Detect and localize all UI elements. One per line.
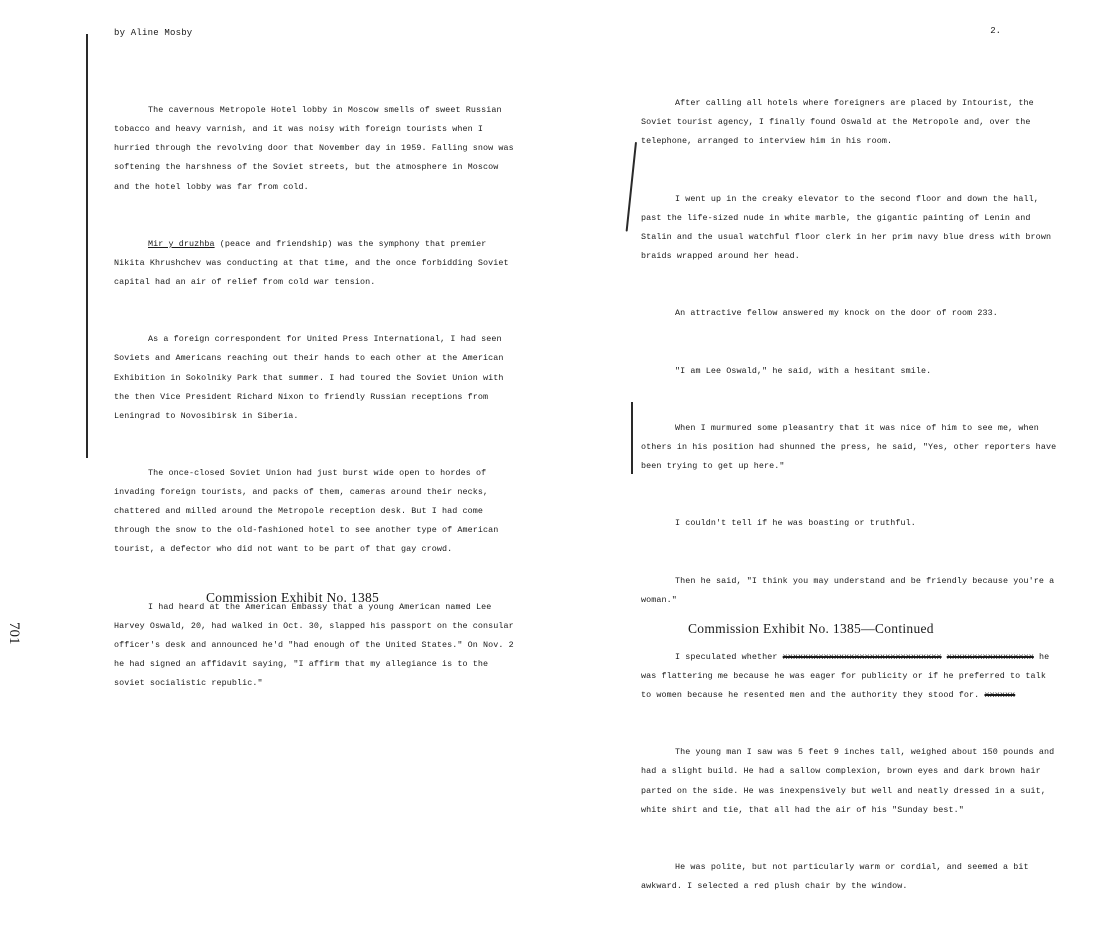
left-body-text — [114, 63, 519, 731]
paragraph: As a foreign correspondent for United Press International, I had seen Soviets and Americans reaching out their hands to each other at the American Exhibition in Sokolniky Park that summer. I had toured the Soviet Union with the then Vice President Richard Nixon to friendly Russian receptions from Leningrad to Novosibirsk in Siberia. — [114, 334, 509, 421]
paragraph: After calling all hotels where foreigners are placed by Intourist, the Soviet tourist agency, I finally found Oswald at the Metropole and, over the telephone, arranged to interview him in his room. — [641, 98, 1039, 147]
exhibit-caption: Commission Exhibit No. 1385—Continued — [688, 621, 934, 636]
struck-text: xxxxxx — [984, 690, 1016, 701]
paragraph: "I am Lee Oswald," he said, with a hesitant smile. — [675, 365, 932, 376]
underlined-phrase: Mir y druzhba — [148, 238, 215, 249]
margin-rule — [631, 402, 633, 474]
left-page — [0, 0, 547, 691]
byline: by Aline Mosby — [114, 28, 193, 38]
paragraph: I went up in the creaky elevator to the second floor and down the hall, past the life-sized nude in white marble, the gigantic painting of Lenin and Stalin and the usual watchful floor clerk in her prim navy blue dress with brown braids wrapped around her head. — [641, 193, 1057, 261]
paragraph: Then he said, "I think you may understand and be friendly because you're a woman." — [641, 575, 1060, 605]
paragraph: An attractive fellow answered my knock on the door of room 233. — [675, 308, 998, 319]
margin-rule — [626, 142, 637, 232]
right-page — [547, 0, 1094, 892]
paragraph: I couldn't tell if he was boasting or truthful. — [675, 518, 916, 529]
paragraph: He was polite, but not particularly warm or cordial, and seemed a bit awkward. I selected a red plush chair by the window. — [641, 861, 1034, 892]
margin-page-number: 701 — [6, 622, 22, 645]
paragraph: The once-closed Soviet Union had just burst wide open to hordes of invading foreign tourists, and packs of them, cameras around their necks, chattered and milled around the Metropole reception desk. But I had come through the snow to the old-fashioned hotel to see another type of American tourist, a defector who did not want to be part of that gay crowd. — [114, 467, 504, 555]
struck-text: xxxxxxxxxxxxxxxxxxxxxxxxxxxxxxx — [782, 651, 942, 662]
exhibit-caption: Commission Exhibit No. 1385 — [206, 590, 380, 605]
margin-rule — [86, 34, 88, 458]
paragraph: Mir y druzhba (peace and friendship) was the symphony that premier Nikita Khrushchev was conducting at that time, and the once forbidding Soviet capital had an air of relief from cold war tension. — [114, 238, 514, 288]
paragraph: The young man I saw was 5 feet 9 inches tall, weighed about 150 pounds and had a slight build. He had a sallow complexion, brown eyes and dark brown hair parted on the side. He was inexpensively but well and neatly dressed in a suit, white shirt and tie, that all had the air of his "Sunday best." — [641, 747, 1060, 815]
paragraph: I speculated whether xxxxxxxxxxxxxxxxxxxxxxxxxxxxxxx xxxxxxxxxxxxxxxxx he was flattering me because he was eager for publicity or if he preferred to talk to women because he resented men and the authority they stood for. xxxxxx — [641, 651, 1055, 701]
paragraph: When I murmured some pleasantry that it was nice of him to see me, when others in his position had shunned the press, he said, "Yes, other reporters have been trying to get up here." — [641, 422, 1062, 471]
page-number: 2. — [990, 26, 1001, 36]
paragraph: I had heard at the American Embassy that a young American named Lee Harvey Oswald, 20, had walked in Oct. 30, slapped his passport on the consular officer's desk and announced he'd "had enough of the United States." On Nov. 2 he had signed an affidavit saying, "I affirm that my allegiance is to the soviet socialistic republic." — [114, 601, 519, 688]
paragraph: The cavernous Metropole Hotel lobby in Moscow smells of sweet Russian tobacco and heavy varnish, and it was noisy with foreign tourists when I hurried through the revolving door that November day in 1959. Falling snow was softening the harshness of the Soviet streets, but the atmosphere in Moscow and the hotel lobby was far from cold. — [114, 105, 519, 192]
struck-text: xxxxxxxxxxxxxxxxx — [946, 651, 1034, 662]
right-body-text — [641, 56, 1061, 934]
